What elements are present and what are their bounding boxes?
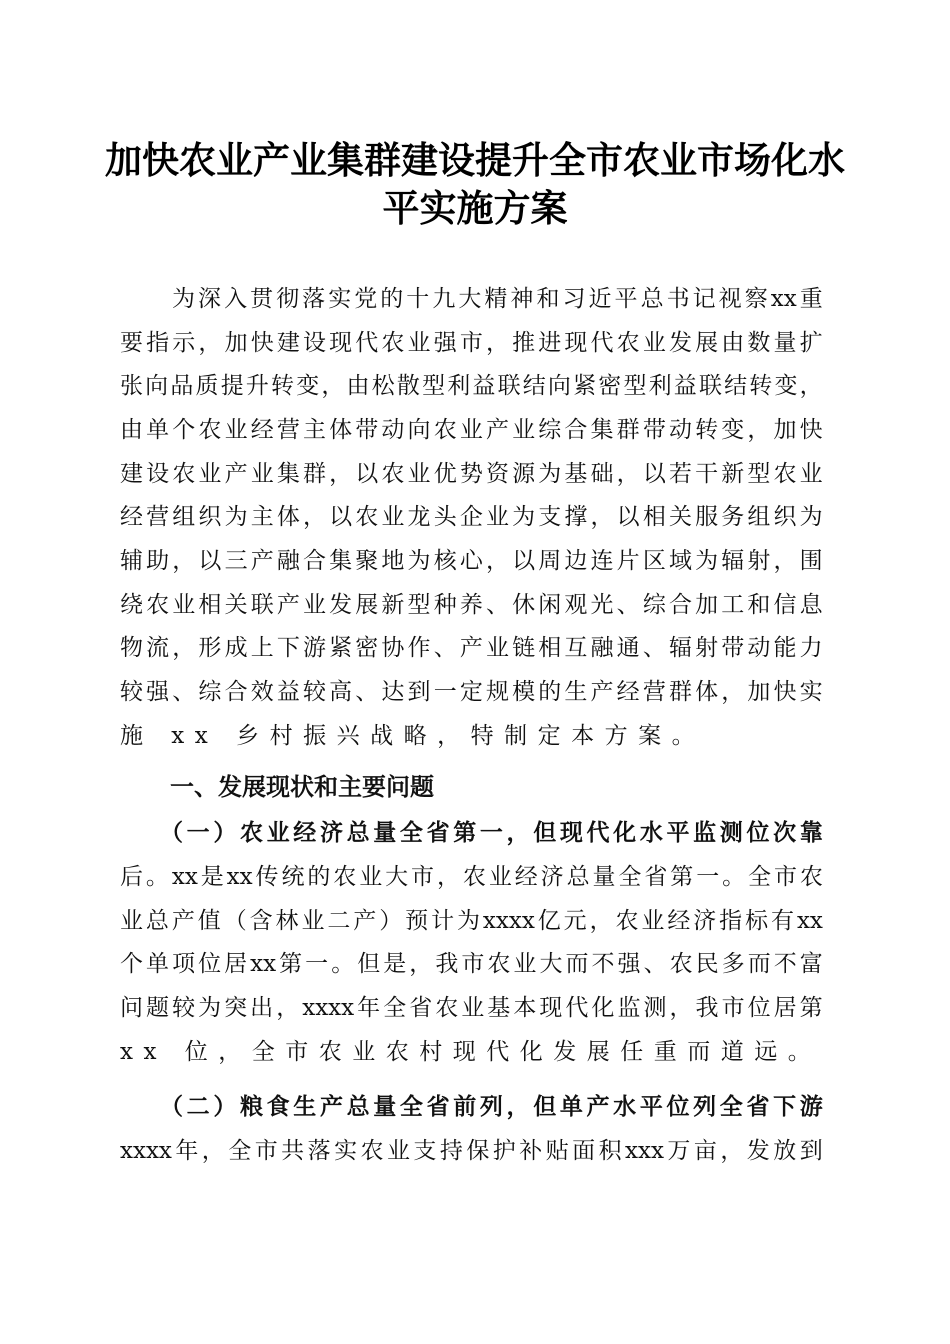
paragraph-line: 物 流 ， 形 成 上 下 游 紧 密 协 作 、 产 业 链 相 互 融 通 、 辐 射 带 动 能 力 [120,635,823,661]
paragraph-line: 绕 农 业 相 关 联 产 业 发 展 新 型 种 养 、 休 闲 观 光 、 综 合 加 工 和 信 息 [120,592,823,618]
subsection-heading: （ 二 ） 粮 食 生 产 总 量 全 省 前 列 ， 但 单 产 水 平 位 列 全 省 下 游 [160,1093,823,1120]
paragraph-line: 后 。 xx 是 xx 传 统 的 农 业 大 市 ， 农 业 经 济 总 量 全 省 第 一 。 全 市 农 [120,864,823,890]
subsection-heading: （ 一 ） 农 业 经 济 总 量 全 省 第 一 ， 但 现 代 化 水 平 监 测 位 次 靠 [160,819,823,846]
document-title-line-2: 平实施方案 [382,186,568,230]
paragraph-line: 施 xx 乡村振兴战略，特制定本方案。 [120,723,706,749]
paragraph-line: 为 深 入 贯 彻 落 实 党 的 十 九 大 精 神 和 习 近 平 总 书 记 视 察 xx 重 [172,286,823,312]
paragraph-line: 建 设 农 业 产 业 集 群 ， 以 农 业 优 势 资 源 为 基 础 ， 以 若 干 新 型 农 业 [120,461,823,487]
paragraph-line: 较 强 、 综 合 效 益 较 高 、 达 到 一 定 规 模 的 生 产 经 营 群 体 ， 加 快 实 [120,679,823,705]
paragraph-line: 要 指 示 ， 加 快 建 设 现 代 农 业 强 市 ， 推 进 现 代 农 业 发 展 由 数 量 扩 [120,330,823,356]
paragraph-line: xx 位，全市农业农村现代化发展任重而道远。 [120,1039,822,1065]
paragraph-line: 张 向 品 质 提 升 转 变 ， 由 松 散 型 利 益 联 结 向 紧 密 型 利 益 联 结 转 变 ， [120,373,823,399]
paragraph-line: 由 单 个 农 业 经 营 主 体 带 动 向 农 业 产 业 综 合 集 群 带 动 转 变 ， 加 快 [120,417,823,443]
paragraph-line: 业 总 产 值 （ 含 林 业 二 产 ） 预 计 为 xxxx 亿 元 ， 农 业 经 济 指 标 有 xx [120,908,823,934]
paragraph-line: 经 营 组 织 为 主 体 ， 以 农 业 龙 头 企 业 为 支 撑 ， 以 相 关 服 务 组 织 为 [120,504,823,530]
paragraph-line: 辅 助 ， 以 三 产 融 合 集 聚 地 为 核 心 ， 以 周 边 连 片 区 域 为 辐 射 ， 围 [120,548,823,574]
section-heading: 一、发展现状和主要问题 [170,773,434,801]
paragraph-line: 个 单 项 位 居 xx 第 一 。 但 是 ， 我 市 农 业 大 而 不 强 、 农 民 多 而 不 富 [120,951,823,977]
document-title-line-1: 加快农业产业集群建设提升全市农业市场化水 [105,138,845,182]
paragraph-line: xxxx 年 ， 全 市 共 落 实 农 业 支 持 保 护 补 贴 面 积 xxx 万 亩 ， 发 放 到 [120,1138,823,1164]
paragraph-line: 问 题 较 为 突 出 ， xxxx 年 全 省 农 业 基 本 现 代 化 监 测 ， 我 市 位 居 第 [120,995,823,1021]
